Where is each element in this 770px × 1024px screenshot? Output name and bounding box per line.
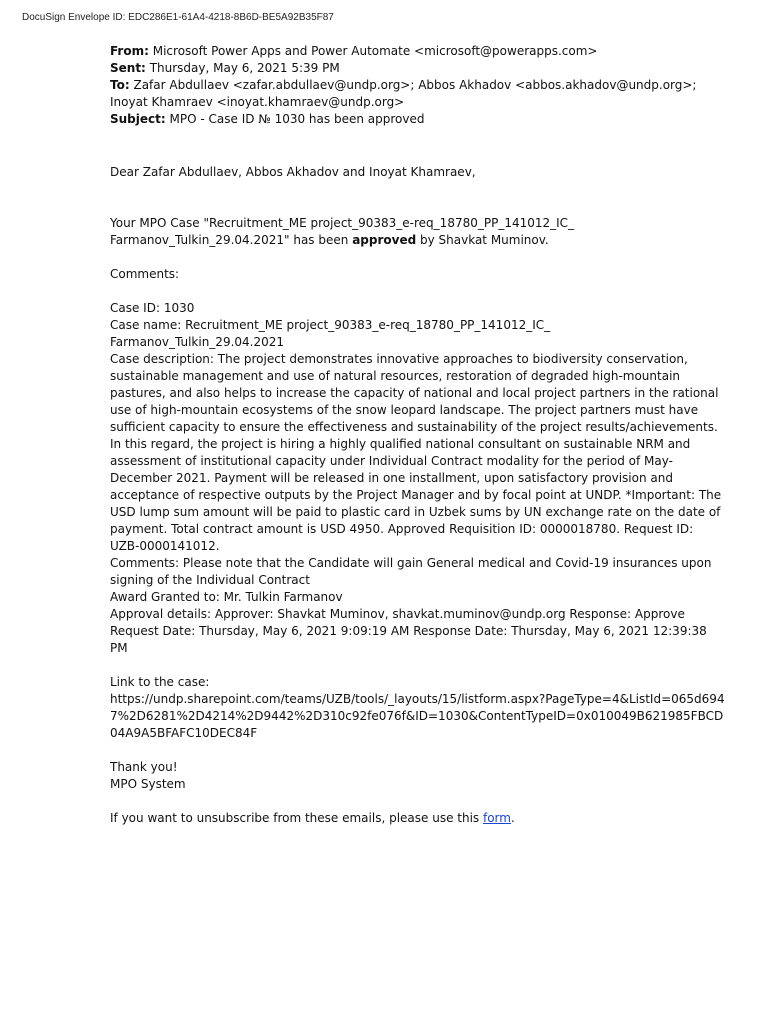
case-description: Case description: The project demonstrates innovative approaches to biodiversity conservation, sustainable management and use of natural resources, restoration of degraded high-mountain pastures, and also helps to increase the capacity of national and local project partners in the rational use of high-mountain ecosystems of the snow leopard landscape. The project partners must have sufficient capacity to ensure the effectiveness and sustainability of the project results/achievements. In this regard, the project is hiring a highly qualified national consultant on sustainable NRM and assessment of institutional capacity under Individual Contract modality for the period of May-December 2021. Payment will be released in one installment, upon satisfactory provision and acceptance of respective outputs by the Project Manager and by focal point at UNDP. *Important: The USD lump sum amount will be paid to plastic card in Uzbek sums by UN exchange rate on the date of payment. Total contract amount is USD 4950. Approved Requisition ID: 0000018780. Request ID: UZB-0000141012. [110, 352, 722, 553]
intro-before: Your MPO Case "Recruitment_ME project_90383_e-req_18780_PP_141012_IC_ Farmanov_Tulkin_29.04.2021" has been [110, 216, 575, 247]
sent-label: Sent: [110, 61, 146, 75]
case-name: Case name: Recruitment_ME project_90383_e-req_18780_PP_141012_IC_ Farmanov_Tulkin_29.04.2021 [110, 318, 551, 349]
sent-value: Thursday, May 6, 2021 5:39 PM [149, 61, 340, 75]
subject-value: MPO - Case ID № 1030 has been approved [169, 112, 425, 126]
to-value: Zafar Abdullaev <zafar.abdullaev@undp.org>; Abbos Akhadov <abbos.akhadov@undp.org>; Inoyat Khamraev <inoyat.khamraev@undp.org> [110, 78, 697, 109]
signature: MPO System [110, 777, 186, 791]
sent-line [110, 60, 725, 77]
unsubscribe-period: . [510, 811, 515, 825]
link-label: Link to the case: [110, 675, 210, 689]
intro-after: by Shavkat Muminov. [416, 233, 549, 247]
approval-details: Approval details: Approver: Shavkat Muminov, shavkat.muminov@undp.org Response: Approve Request Date: Thursday, May 6, 2021 9:09:19 AM Response Date: Thursday, May 6, 2021 12:39:38 PM [110, 607, 707, 655]
intro-approved: approved [352, 233, 417, 247]
subject-label: Subject: [110, 112, 166, 126]
unsubscribe-form-link[interactable]: form [482, 811, 511, 825]
from-line [110, 43, 725, 60]
from-label: From: [110, 44, 149, 58]
docusign-envelope-id: DocuSign Envelope ID: EDC286E1-61A4-4218-8B6D-BE5A92B35F87 [22, 12, 334, 23]
award-granted: Award Granted to: Mr. Tulkin Farmanov [110, 590, 343, 604]
email-body [110, 43, 725, 827]
greeting: Dear Zafar Abdullaev, Abbos Akhadov and Inoyat Khamraev, [110, 165, 476, 179]
subject-line [110, 111, 725, 128]
unsubscribe-text: If you want to unsubscribe from these emails, please use this [110, 811, 483, 825]
comments-label: Comments: [110, 267, 180, 281]
from-value: Microsoft Power Apps and Power Automate <microsoft@powerapps.com> [152, 44, 598, 58]
to-line [110, 77, 725, 111]
unsubscribe-line [110, 810, 725, 827]
case-comments: Comments: Please note that the Candidate will gain General medical and Covid-19 insurances upon signing of the Individual Contract [110, 556, 712, 587]
to-label: To: [110, 78, 130, 92]
case-id: Case ID: 1030 [110, 301, 195, 315]
intro-paragraph [110, 215, 725, 249]
case-link-url[interactable]: https://undp.sharepoint.com/teams/UZB/tools/_layouts/15/listform.aspx?PageType=4&ListId=065d6947%2D6281%2D4214%2D9442%2D310c92fe076f&ID=1030&ContentTypeID=0x010049B621985FBCD04A9A5BFAFC10DEC84F [110, 692, 725, 740]
thanks: Thank you! [110, 760, 178, 774]
